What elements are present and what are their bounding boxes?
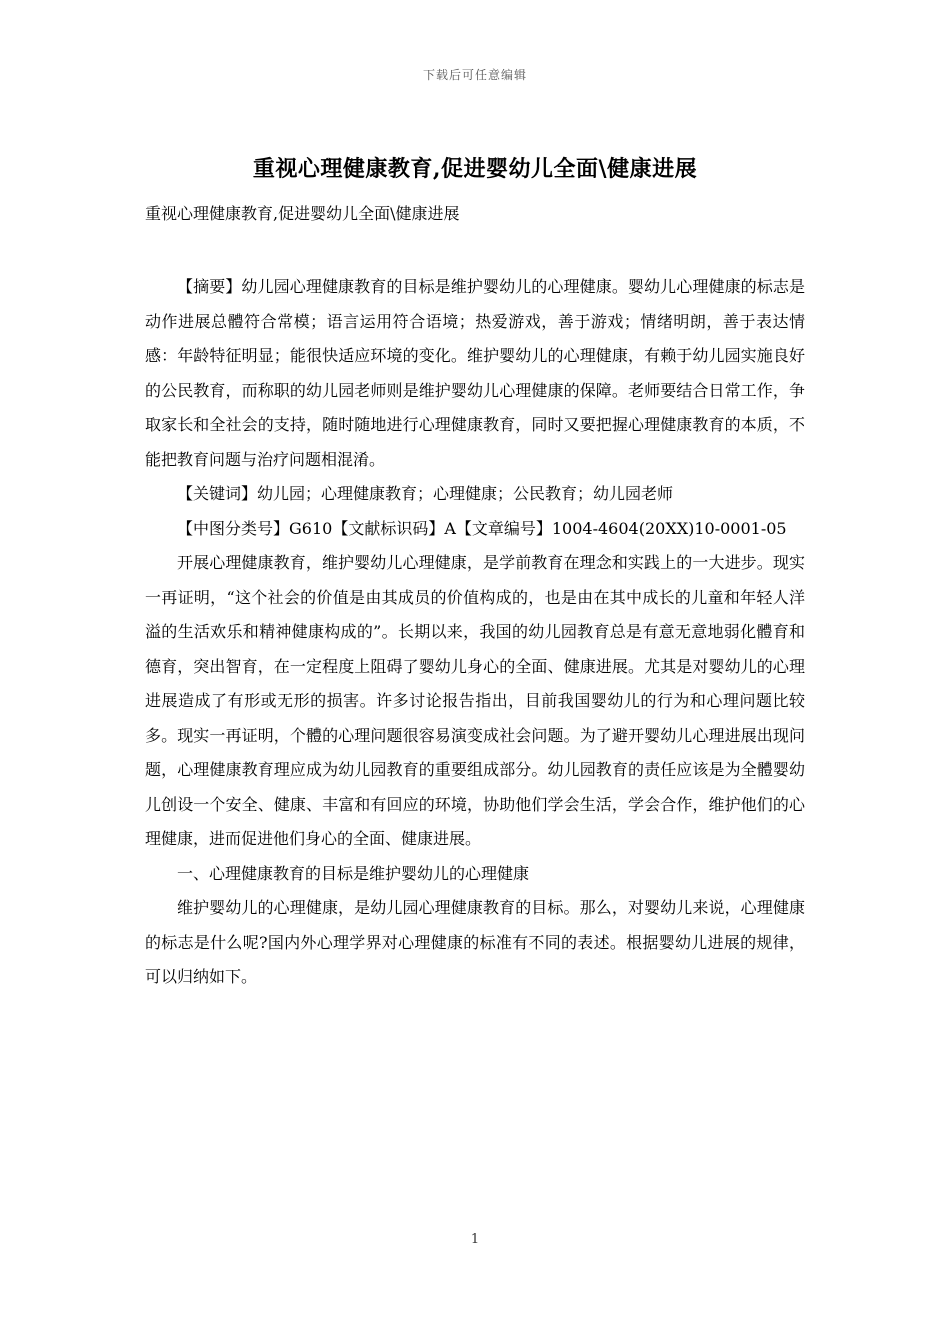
- page-number: 1: [470, 1232, 480, 1247]
- header-note: 下载后可任意编辑: [422, 68, 527, 82]
- abstract-paragraph: 【摘要】幼儿园心理健康教育的目标是维护婴幼儿的心理健康。婴幼儿心理健康的标志是动作进展总體符合常模；语言运用符合语境；热爱游戏，善于游戏；情绪明朗，善于表达情感：年龄特征明显；能很快适应环境的变化。维护婴幼儿的心理健康，有赖于幼儿园实施良好的公民教育，而称职的幼儿园老师则是维护婴幼儿心理健康的保障。老师要结合日常工作，争取家长和全社会的支持，随时随地进行心理健康教育，同时又要把握心理健康教育的本质，不能把教育问题与治疗问题相混淆。: [145, 277, 805, 469]
- section-paragraph: 维护婴幼儿的心理健康，是幼儿园心理健康教育的目标。那么，对婴幼儿来说，心理健康的标志是什么呢?国内外心理学界对心理健康的标准有不同的表述。根据婴幼儿进展的规律，可以归纳如下。: [145, 898, 805, 986]
- document-title: 重视心理健康教育,促进婴幼儿全面\健康进展: [252, 156, 698, 182]
- classification-paragraph: 【中图分类号】G610【文献标识码】A【文章编号】1004-4604(20XX)10-0001-05: [177, 518, 787, 538]
- intro-paragraph: 开展心理健康教育，维护婴幼儿心理健康，是学前教育在理念和实践上的一大进步。现实一再证明，“这个社会的价值是由其成员的价值构成的，也是由在其中成长的儿童和年轻人洋溢的生活欢乐和精神健康构成的”。长期以来，我国的幼儿园教育总是有意无意地弱化體育和德育，突出智育，在一定程度上阻碍了婴幼儿身心的全面、健康进展。尤其是对婴幼儿的心理进展造成了有形或无形的损害。许多讨论报告指出，目前我国婴幼儿的行为和心理问题比较多。现实一再证明，个體的心理问题很容易演变成社会问题。为了避开婴幼儿心理进展出现问题，心理健康教育理应成为幼儿园教育的重要组成部分。幼儿园教育的责任应该是为全體婴幼儿创设一个安全、健康、丰富和有回应的环境，协助他们学会生活，学会合作，维护他们的心理健康，进而促进他们身心的全面、健康进展。: [145, 553, 805, 848]
- document-subtitle: 重视心理健康教育,促进婴幼儿全面\健康进展: [145, 204, 460, 223]
- section-heading: 一、心理健康教育的目标是维护婴幼儿的心理健康: [177, 863, 530, 883]
- keywords-paragraph: 【关键词】幼儿园；心理健康教育；心理健康；公民教育；幼儿园老师: [177, 484, 674, 503]
- document-body: [145, 270, 805, 995]
